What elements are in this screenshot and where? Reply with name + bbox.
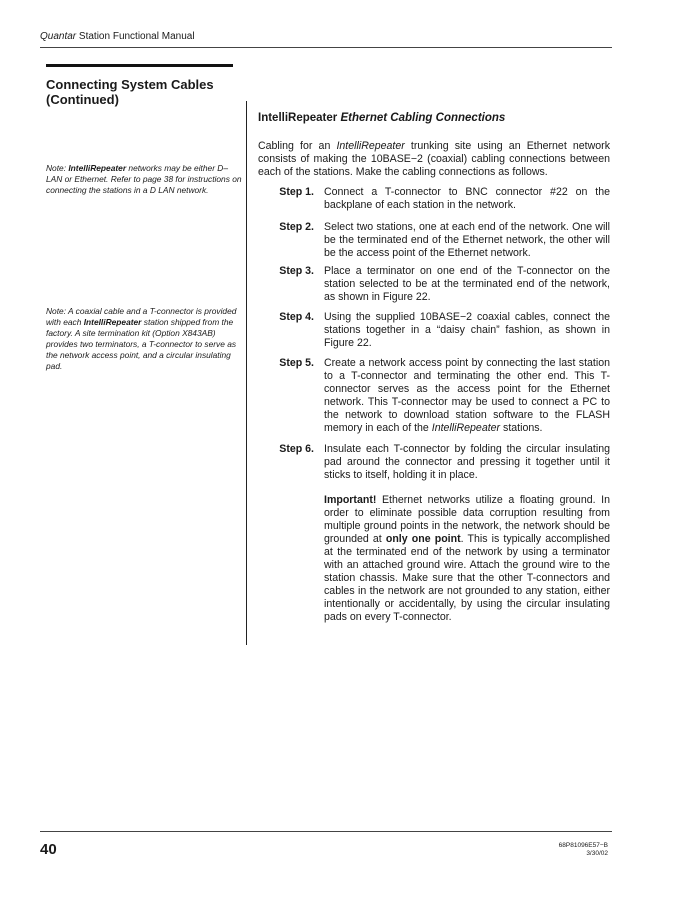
note-text: station shipped from the factory. A site termination kit (Option X843AB) provides two terminators, a T-connector to serve as the network access point, and a circular insulating pad. xyxy=(46,317,237,371)
note-bold: IntelliRepeater xyxy=(83,317,142,327)
step-text: Place a terminator on one end of the T-connector on the station selected to be at the terminated end of the network, as shown in Figure 22. xyxy=(324,265,610,303)
step-label: Step 1. xyxy=(279,186,314,198)
step-text-italic: IntelliRepeater xyxy=(431,422,501,434)
margin-note-1 xyxy=(46,163,244,196)
section-title-line1: Connecting System Cables xyxy=(46,77,214,92)
step-text-pre: Create a network access point by connecting the last station to a T-connector and terminating the other end. This T-connector serves as the access point for the Ethernet network. This T-connector may be used to connect a PC to the network to download station software to the FLASH memory in each of the xyxy=(324,357,610,434)
doc-date: 3/30/02 xyxy=(586,850,608,857)
header-title-rest: Station Functional Manual xyxy=(76,31,195,42)
step-text: Insulate each T-connector by folding the circular insulating pad around the connector and pressing it together until it sticks to itself, holding it in place. xyxy=(324,443,610,481)
step-text: Using the supplied 10BASE−2 coaxial cables, connect the stations together in a “daisy chain” fashion, as shown in Figure 22. xyxy=(324,311,610,349)
doc-number: 68P81096E57−B xyxy=(558,842,608,849)
column-divider xyxy=(246,101,247,645)
important-post: . This is typically accomplished at the terminated end of the network by using a terminator with an attached ground wire. Attach the ground wire to the station chassis. Make sure that the other T-connectors and cables in the network are not grounded to any station, either intentionally or accidentally, by using the circular insulating pads on every T-connector. xyxy=(324,533,610,623)
intro-post: trunking site using an Ethernet network consists of making the 10BASE−2 (coaxial) cabling connections between each of the stations. Make the cabling connections as follows. xyxy=(258,140,610,178)
important-bold: only one point xyxy=(385,533,461,545)
intro-paragraph xyxy=(258,140,610,179)
step-label: Step 5. xyxy=(279,357,314,369)
step-label: Step 3. xyxy=(279,265,314,277)
header-title-italic: Quantar xyxy=(40,31,77,42)
important-paragraph xyxy=(324,494,610,624)
important-pre: Ethernet networks utilize a floating ground. In order to eliminate possible data corruption resulting from multiple ground points in the network, the network should be grounded at xyxy=(324,494,610,545)
step-text: Select two stations, one at each end of the network. One will be the terminated end of the Ethernet network, the other will be the access point of the Ethernet network. xyxy=(324,221,610,259)
section-title-line2: (Continued) xyxy=(46,92,119,107)
section-bar xyxy=(46,64,233,67)
note-text: networks may be either D–LAN or Ethernet. Refer to page 38 for instructions on connecting the stations in a D LAN network. xyxy=(46,163,242,195)
header-rule xyxy=(40,47,612,48)
intro-italic: IntelliRepeater xyxy=(336,140,405,152)
note-bold: IntelliRepeater xyxy=(68,163,127,173)
note-prefix: Note: xyxy=(46,163,69,173)
doc-number-block xyxy=(450,842,608,858)
running-header xyxy=(40,31,195,42)
step-text-post: stations. xyxy=(500,422,543,434)
step-text: Connect a T-connector to BNC connector #22 on the backplane of each station in the network. xyxy=(324,186,610,211)
margin-note-2 xyxy=(46,306,244,372)
note-prefix: Note: A coaxial cable and a T-connector is provided with each xyxy=(46,306,237,327)
footer-rule xyxy=(40,831,612,832)
step-text xyxy=(324,357,610,435)
step-label: Step 2. xyxy=(279,221,314,233)
intro-pre: Cabling for an xyxy=(258,140,337,152)
subsection-title-bold: IntelliRepeater xyxy=(258,112,341,124)
important-label: Important! xyxy=(324,494,377,506)
page-number: 40 xyxy=(40,841,57,858)
section-title xyxy=(46,77,246,107)
step-label: Step 6. xyxy=(279,443,314,455)
subsection-title xyxy=(258,112,505,124)
step-label: Step 4. xyxy=(279,311,314,323)
subsection-title-italic: Ethernet Cabling Connections xyxy=(340,112,506,124)
